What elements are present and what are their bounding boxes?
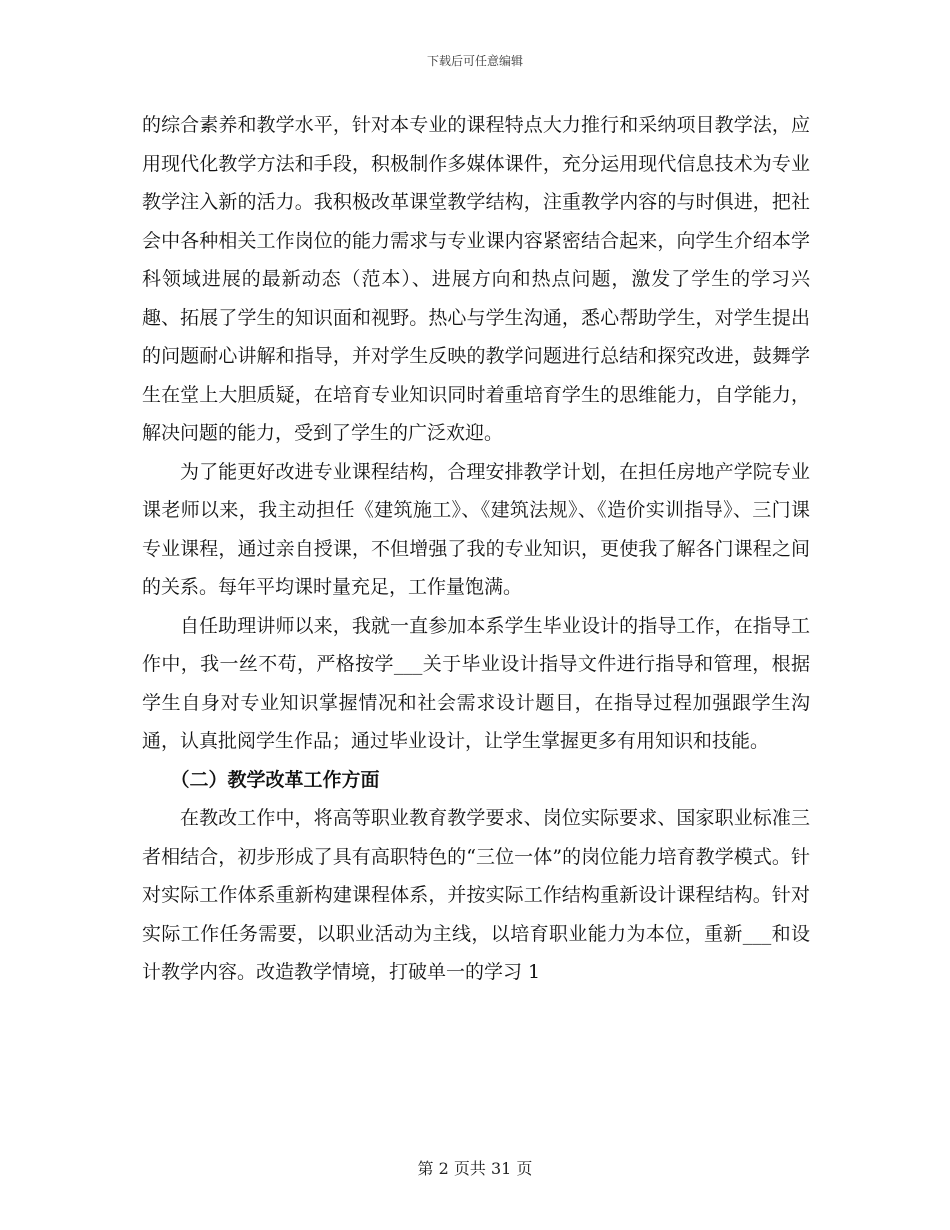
document-body — [142, 106, 810, 992]
paragraph-1: 的综合素养和教学水平，针对本专业的课程特点大力推行和采纳项目教学法，应用现代化教学方法和手段，积极制作多媒体课件，充分运用现代信息技术为专业教学注入新的活力。我积极改革课堂教学结构，注重教学内容的与时俱进，把社会中各种相关工作岗位的能力需求与专业课内容紧密结合起来，向学生介绍本学科领域进展的最新动态（范本）、进展方向和热点问题，激发了学生的学习兴趣、拓展了学生的知识面和视野。热心与学生沟通，悉心帮助学生，对学生提出的问题耐心讲解和指导，并对学生反映的教学问题进行总结和探究改进，鼓舞学生在堂上大胆质疑，在培育专业知识同时着重培育学生的思维能力，自学能力，解决问题的能力，受到了学生的广泛欢迎。 — [142, 114, 810, 444]
page-footer: 第 2 页共 31 页 — [417, 1159, 533, 1178]
section-heading: （二）教学改革工作方面 — [170, 768, 380, 791]
paragraph-2: 为了能更好改进专业课程结构，合理安排教学计划，在担任房地产学院专业课老师以来，我主动担任《建筑施工》、《建筑法规》、《造价实训指导》、三门课专业课程，通过亲自授课，不但增强了我的专业知识，更使我了解各门课程之间的关系。每年平均课时量充足，工作量饱满。 — [142, 460, 810, 598]
page-header: 下载后可任意编辑 — [426, 54, 523, 68]
paragraph-4: 在教改工作中，将高等职业教育教学要求、岗位实际要求、国家职业标准三者相结合，初步形成了具有高职特色的“三位一体”的岗位能力培育教学模式。针对实际工作体系重新构建课程体系，并按实际工作结构重新设计课程结构。针对实际工作任务需要，以职业活动为主线，以培育职业能力为本位，重新___和设计教学内容。改造教学情境，打破单一的学习 1 — [142, 807, 810, 983]
paragraph-3: 自任助理讲师以来，我就一直参加本系学生毕业设计的指导工作，在指导工作中，我一丝不苟，严格按学___关于毕业设计指导文件进行指导和管理，根据学生自身对专业知识掌握情况和社会需求设计题目，在指导过程加强跟学生沟通，认真批阅学生作品；通过毕业设计，让学生掌握更多有用知识和技能。 — [142, 614, 810, 752]
